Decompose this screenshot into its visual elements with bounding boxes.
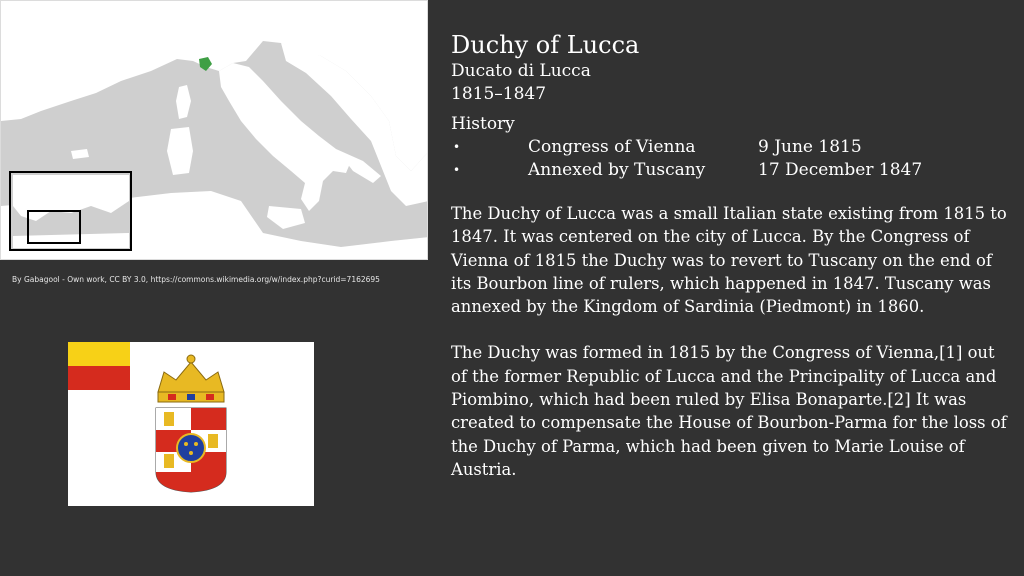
history-item — [451, 136, 1011, 159]
history-item — [451, 159, 1011, 182]
bullet-icon: • — [453, 140, 461, 154]
bullet-icon: • — [453, 163, 461, 177]
italy-map-graphic — [1, 1, 428, 260]
flag-graphic — [68, 342, 314, 506]
history-heading: History — [451, 114, 515, 134]
description-paragraph: The Duchy of Lucca was a small Italian state existing from 1815 to 1847. It was centered on the city of Lucca. By the Congress of Vienna of 1815 the Duchy was to revert to Tuscany on the end of its Bourbon line of rulers, which happened in 1847. Tuscany was annexed by the Kingdom of Sardinia (Piedmont) in 1860. — [451, 204, 1007, 317]
coat-of-arms-icon — [156, 408, 226, 492]
history-date: 9 June 1815 — [758, 137, 862, 157]
page-title: Duchy of Lucca — [451, 31, 640, 59]
flag-canton-red — [68, 366, 130, 390]
duchy-flag — [68, 342, 314, 506]
history-event: Congress of Vienna — [528, 137, 696, 157]
years-active: 1815–1847 — [451, 84, 547, 104]
history-event: Annexed by Tuscany — [528, 160, 706, 180]
info-panel — [451, 30, 1011, 481]
image-credit[interactable]: By Gabagool - Own work, CC BY 3.0, https://commons.wikimedia.org/w/index.php?curid=7162695 — [12, 275, 380, 284]
flag-canton-yellow — [68, 342, 130, 366]
native-name: Ducato di Lucca — [451, 61, 591, 81]
locator-map — [0, 0, 428, 260]
history-list — [451, 136, 1011, 182]
description-paragraph: The Duchy was formed in 1815 by the Congress of Vienna,[1] out of the former Republic of Lucca and the Principality of Lucca and Piombino, which had been ruled by Elisa Bonaparte.[2] It was created to compensate the House of Bourbon-Parma for the loss of the Duchy of Parma, which had been given to Marie Louise of Austria. — [451, 343, 1007, 479]
history-date: 17 December 1847 — [758, 160, 923, 180]
